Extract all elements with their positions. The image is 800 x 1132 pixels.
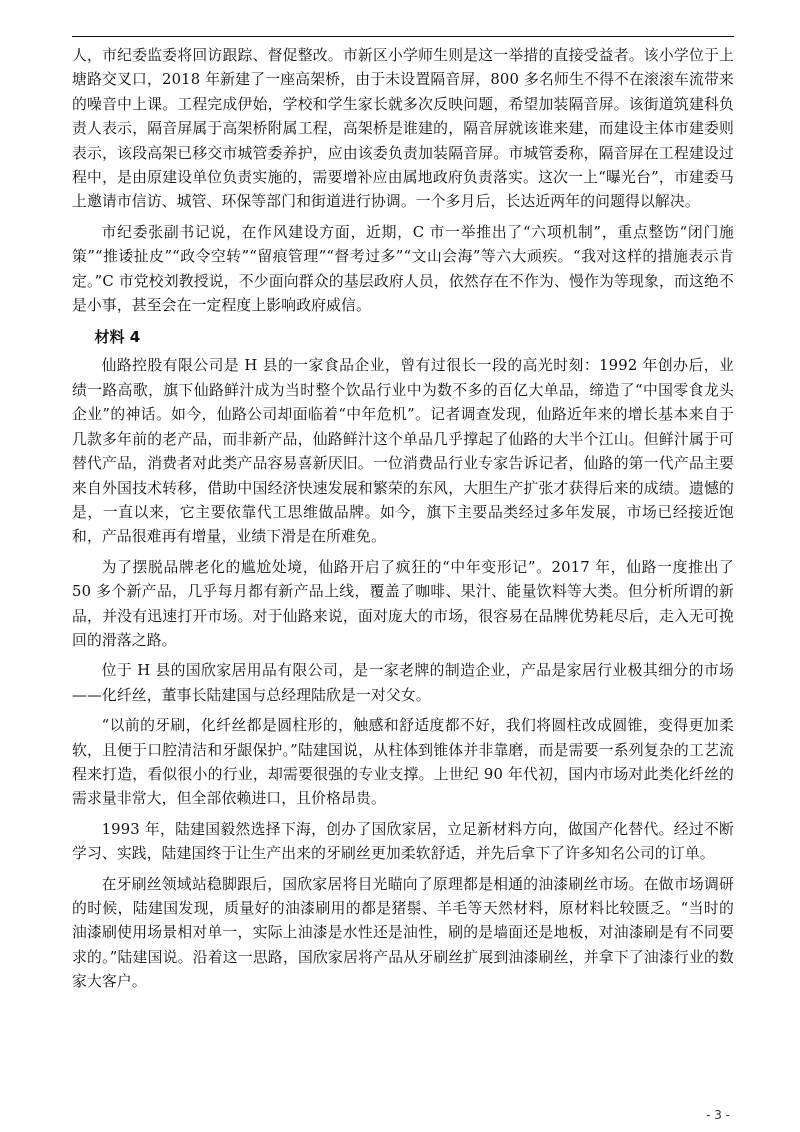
paragraph: 1993 年，陆建国毅然选择下海，创办了国欣家居，立足新材料方向，做国产化替代。经过不断学习、实践，陆建国终于让生产出来的牙刷丝更加柔软舒适，并先后拿下了许多知名公司的订单。 [72,820,734,863]
paragraph: 在牙刷丝领域站稳脚跟后，国欣家居将目光瞄向了原理都是相通的油漆刷丝市场。在做市场调研的时候，陆建国发现，质量好的油漆刷用的都是猪鬃、羊毛等天然材料，原材料比较匮乏。“当时的油漆刷使用场景相对单一，实际上油漆是水性还是油性，刷的是墙面还是地板，对油漆刷是有不同要求的。”陆建国说。沿着这一思路，国欣家居将产品从牙刷丝扩展到油漆刷丝，并拿下了油漆行业的数家大客户。 [72,875,734,991]
document-body [72,44,734,1001]
paragraph: 仙路控股有限公司是 H 县的一家食品企业，曾有过很长一段的高光时刻：1992 年创办后，业绩一路高歌，旗下仙路鲜汁成为当时整个饮品行业中为数不多的百亿大单品，缔造了“中国零食龙头企业”的神话。如今，仙路公司却面临着“中年危机”。记者调查发现，仙路近年来的增长基本来自于几款多年前的老产品，而非新产品，仙路鲜汁这个单品几乎撑起了仙路的大半个江山。但鲜汁属于可替代产品，消费者对此类产品容易喜新厌旧。一位消费品行业专家告诉记者，仙路的第一代产品主要来自外国技术转移，借助中国经济快速发展和繁荣的东风，大胆生产扩张才获得后来的成绩。遗憾的是，一直以来，它主要依靠代工思维做品牌。如今，旗下主要品类经过多年发展，市场已经接近饱和，产品很难再有增量，业绩下滑是在所难免。 [72,357,734,546]
paragraph: “以前的牙刷，化纤丝都是圆柱形的，触感和舒适度都不好，我们将圆柱改成圆锥，变得更加柔软，且便于口腔清洁和牙龈保护。”陆建国说，从柱体到锥体并非靠磨，而是需要一系列复杂的工艺流程来打造，看似很小的行业，却需要很强的专业支撑。上世纪 90 年代初，国内市场对此类化纤丝的需求量非常大，但全部依赖进口，且价格昂贵。 [72,717,734,808]
page-number: - 3 - [706,1108,730,1122]
paragraph: 市纪委张副书记说，在作风建设方面，近期，C 市一举推出了“六项机制”，重点整饬“闭门施策”“推诿扯皮”“政令空转”“留痕管理”“督考过多”“文山会海”等六大顽疾。“我对这样的措施表示肯定。”C 市党校刘教授说，不少面向群众的基层政府人员，依然存在不作为、慢作为等现象，而这绝不是小事，甚至会在一定程度上影响政府威信。 [72,223,734,315]
section-heading: 材料 4 [94,328,141,347]
paragraph: 为了摆脱品牌老化的尴尬处境，仙路开启了疯狂的“中年变形记”。2017 年，仙路一度推出了 50 多个新产品，几乎每月都有新产品上线，覆盖了咖啡、果汁、能量饮料等大类。但分析所谓的新品，并没有迅速打开市场。对于仙路来说，面对庞大的市场，很容易在品牌优势耗尽后，走入无可挽回的滑落之路。 [72,558,734,649]
header-rule [72,36,734,37]
paragraph: 位于 H 县的国欣家居用品有限公司，是一家老牌的制造企业，产品是家居行业极其细分的市场——化纤丝，董事长陆建国与总经理陆欣是一对父女。 [72,662,734,704]
paragraph-continued: 人，市纪委监委将回访跟踪、督促整改。市新区小学师生则是这一举措的直接受益者。该小学位于上塘路交叉口，2018 年新建了一座高架桥，由于未设置隔音屏，800 多名师生不得不在滚滚车流带来的噪音中上课。工程完成伊始，学校和学生家长就多次反映问题，希望加装隔音屏。该街道筑建科负责人表示，隔音屏属于高架桥附属工程，高架桥是谁建的，隔音屏就该谁来建，而建设主体市建委则表示，该段高架已移交市城管委养护，应由该委负责加装隔音屏。市城管委称，隔音屏在工程建设过程中，是由原建设单位负责实施的，需要增补应由属地政府负责落实。这次一上“曝光台”，市建委马上邀请市信访、城管、环保等部门和街道进行协调。一个多月后，长达近两年的问题得以解决。 [72,47,734,211]
